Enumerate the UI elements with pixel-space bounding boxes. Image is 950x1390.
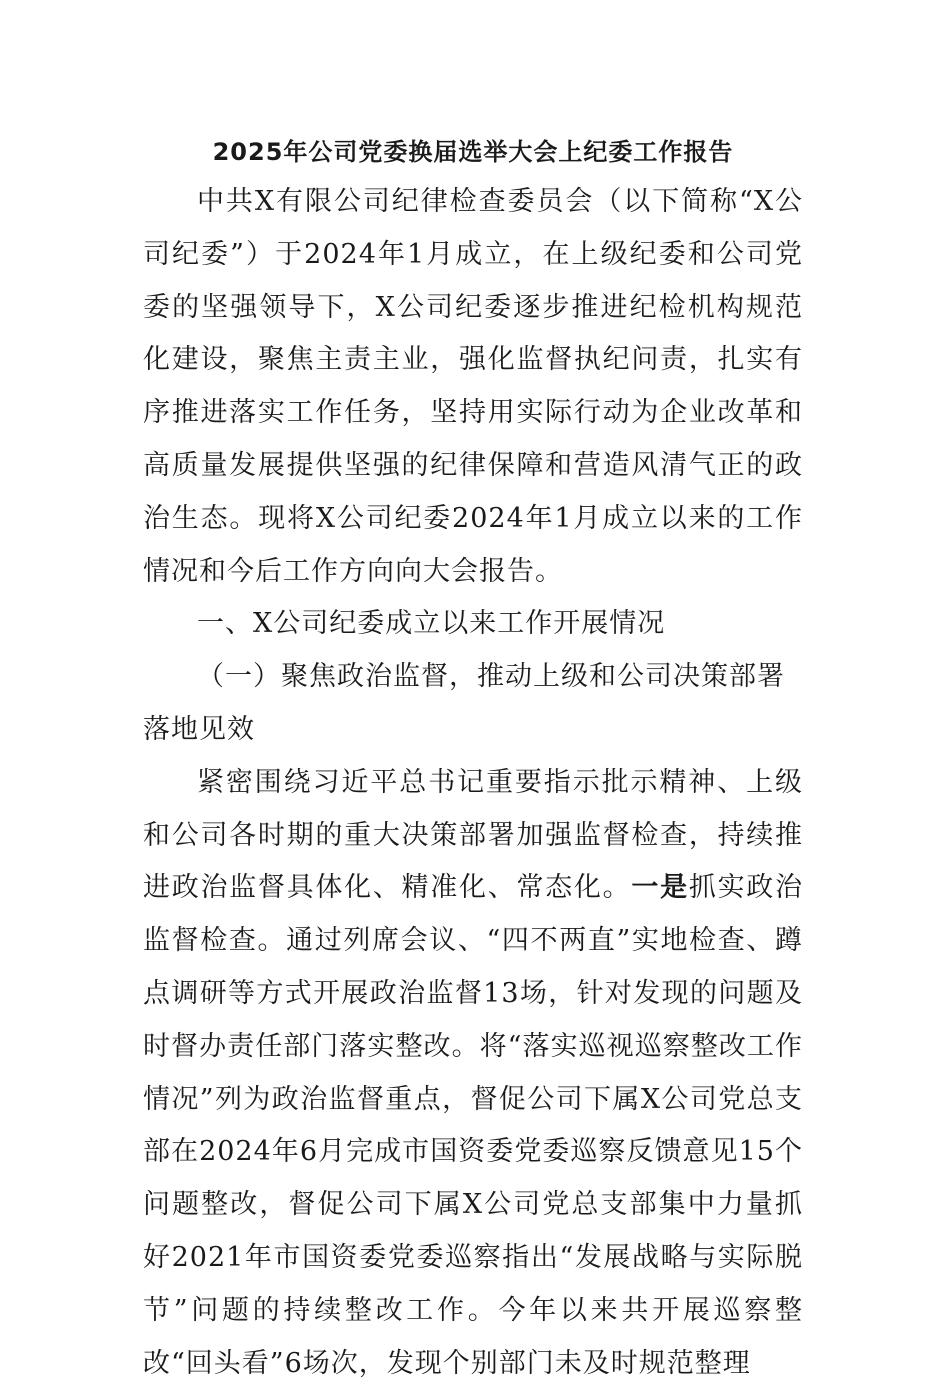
section-1-heading: 一、X公司纪委成立以来工作开展情况 (197, 608, 666, 640)
body-text-before-bold: 紧密围绕习近平总书记重要指示批示精神、上级和公司各时期的重大决策部署加强监督检查，持续推进政治监督具体化、精准化、常态化。 (143, 766, 803, 904)
document-title: 2025年公司党委换届选举大会上纪委工作报告 (212, 138, 734, 166)
bold-lead-text: 一是 (631, 872, 689, 904)
document-body (143, 128, 803, 1390)
intro-paragraph: 中共X有限公司纪律检查委员会（以下简称“X公司纪委”）于2024年1月成立，在上级纪委和公司党委的坚强领导下，X公司纪委逐步推进纪检机构规范化建设，聚焦主责主业，强化监督执纪问责，扎实有序推进落实工作任务，坚持用实际行动为企业改革和高质量发展提供坚强的纪律保障和营造风清气正的政治生态。现将X公司纪委2024年1月成立以来的工作情况和今后工作方向向大会报告。 (143, 186, 803, 587)
body-paragraph-political-supervision (143, 757, 803, 1390)
subsection-1-heading: （一）聚焦政治监督，推动上级和公司决策部署落地见效 (143, 661, 785, 745)
body-text-after-bold: 抓实政治监督检查。通过列席会议、“四不两直”实地检查、蹲点调研等方式开展政治监督13场，针对发现的问题及时督办责任部门落实整改。将“落实巡视巡察整改工作情况”列为政治监督重点，督促公司下属X公司党总支部在2024年6月完成市国资委党委巡察反馈意见15个问题整改，督促公司下属X公司党总支部集中力量抓好2021年市国资委党委巡察指出“发展战略与实际脱节”问题的持续整改工作。今年以来共开展巡察整改“回头看”6场次，发现个别部门未及时规范整理 (143, 872, 804, 1379)
